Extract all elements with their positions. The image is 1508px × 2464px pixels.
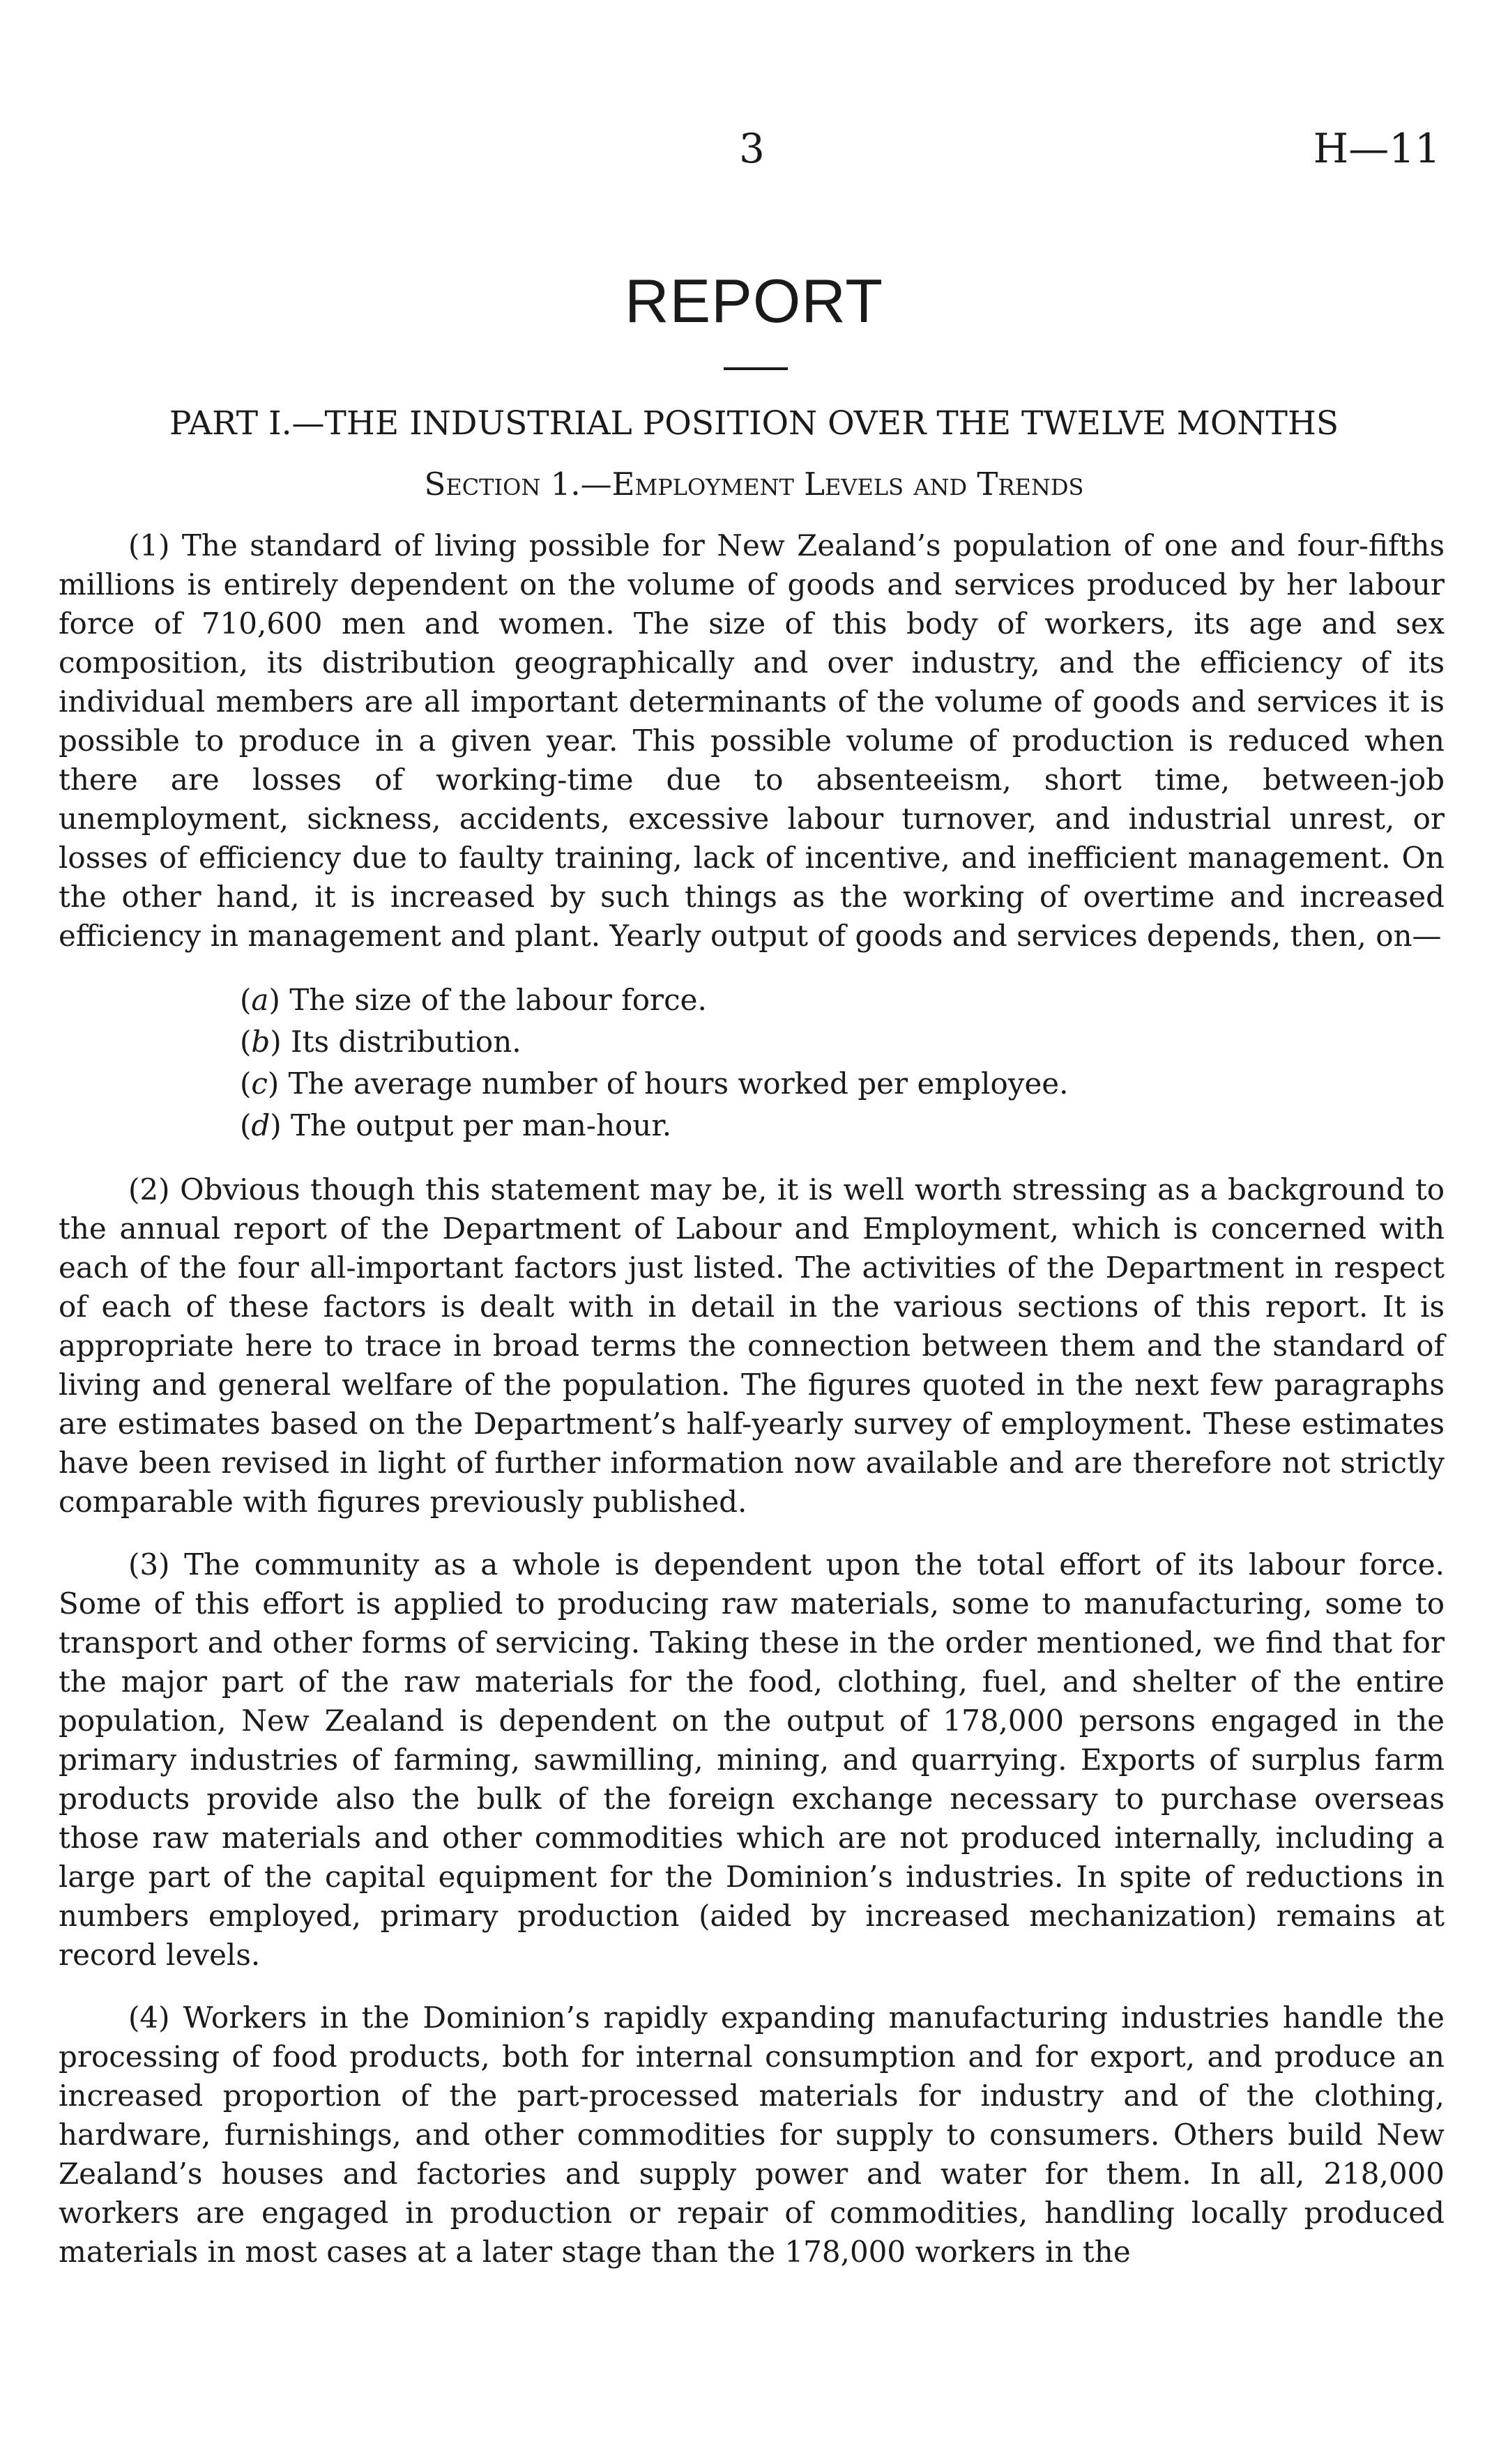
- page-number: 3: [739, 125, 765, 172]
- section-heading: Section 1.—Employment Levels and Trends: [424, 466, 1084, 503]
- part-heading: PART I.—THE INDUSTRIAL POSITION OVER THE TWELVE MONTHS: [169, 404, 1339, 443]
- list-item-letter: c: [251, 1066, 268, 1101]
- list-item: (d) The output per man-hour.: [240, 1108, 672, 1142]
- list-item-letter: a: [251, 983, 269, 1017]
- list-item: (a) The size of the labour force.: [240, 983, 707, 1017]
- list-item: (b) Its distribution.: [240, 1025, 521, 1059]
- list-item-text: Its distribution.: [291, 1025, 521, 1059]
- paragraph-2: (2) Obvious though this statement may be, it is well worth stressing as a background to the annual report of the Department of Labour and Employment, which is concerned with each of the four all-important factors just listed. The activities of the Department in respect of each of these factors is dealt with in detail in the various sections of this report. It is appropriate here to trace in broad terms the connection between them and the standard of living and general welfare of the population. The figures quoted in the next few paragraphs are estimates based on the Department’s half-yearly survey of employment. These estimates have been revised in light of further information now available and are therefore not strictly comparable with figures previously published.: [59, 1172, 1445, 1519]
- document-code: H—11: [1313, 125, 1440, 172]
- list-item-text: The size of the labour force.: [289, 983, 707, 1017]
- paragraph-4: (4) Workers in the Dominion’s rapidly expanding manufacturing industries handle the processing of food products, both for internal consumption and for export, and produce an increased proportion of the part-processed materials for industry and of the clothing, hardware, furnishings, and other commodities for supply to consumers. Others build New Zealand’s houses and factories and supply power and water for them. In all, 218,000 workers are engaged in production or repair of commodities, handling locally produced materials in most cases at a later stage than the 178,000 workers in the: [59, 2000, 1445, 2269]
- title-divider: [724, 367, 788, 370]
- paragraph-3: (3) The community as a whole is dependent upon the total effort of its labour force. Some of this effort is applied to producing raw materials, some to manufacturing, some to transport and other forms of servicing. Taking these in the order mentioned, we find that for the major part of the raw materials for the food, clothing, fuel, and shelter of the entire population, New Zealand is dependent on the output of 178,000 persons engaged in the primary industries of farming, sawmilling, mining, and quarrying. Exports of surplus farm products provide also the bulk of the foreign exchange necessary to purchase overseas those raw materials and other commodities which are not produced internally, including a large part of the capital equipment for the Dominion’s industries. In spite of reductions in numbers employed, primary production (aided by increased mechanization) remains at record levels.: [59, 1547, 1445, 1972]
- paragraph-1: (1) The standard of living possible for New Zealand’s population of one and four-fifths millions is entirely dependent on the volume of goods and services produced by her labour force of 710,600 men and women. The size of this body of workers, its age and sex composition, its distribution geographically and over industry, and the efficiency of its individual members are all important determinants of the volume of goods and services it is possible to produce in a given year. This possible volume of production is reduced when there are losses of working-time due to absenteeism, short time, between-job unemployment, sickness, accidents, excessive labour turnover, and industrial unrest, or losses of efficiency due to faulty training, lack of incentive, and inefficient management. On the other hand, it is increased by such things as the working of overtime and increased efficiency in management and plant. Yearly output of goods and services depends, then, on—: [59, 528, 1445, 953]
- report-body: [59, 526, 1445, 2295]
- list-item-letter: b: [251, 1025, 271, 1059]
- report-title: REPORT: [624, 266, 884, 335]
- list-item-text: The output per man-hour.: [291, 1108, 672, 1142]
- list-item-text: The average number of hours worked per employee.: [288, 1066, 1069, 1101]
- output-factors-list: [59, 979, 1445, 1147]
- list-item: (c) The average number of hours worked per employee.: [240, 1066, 1069, 1101]
- list-item-letter: d: [251, 1108, 271, 1142]
